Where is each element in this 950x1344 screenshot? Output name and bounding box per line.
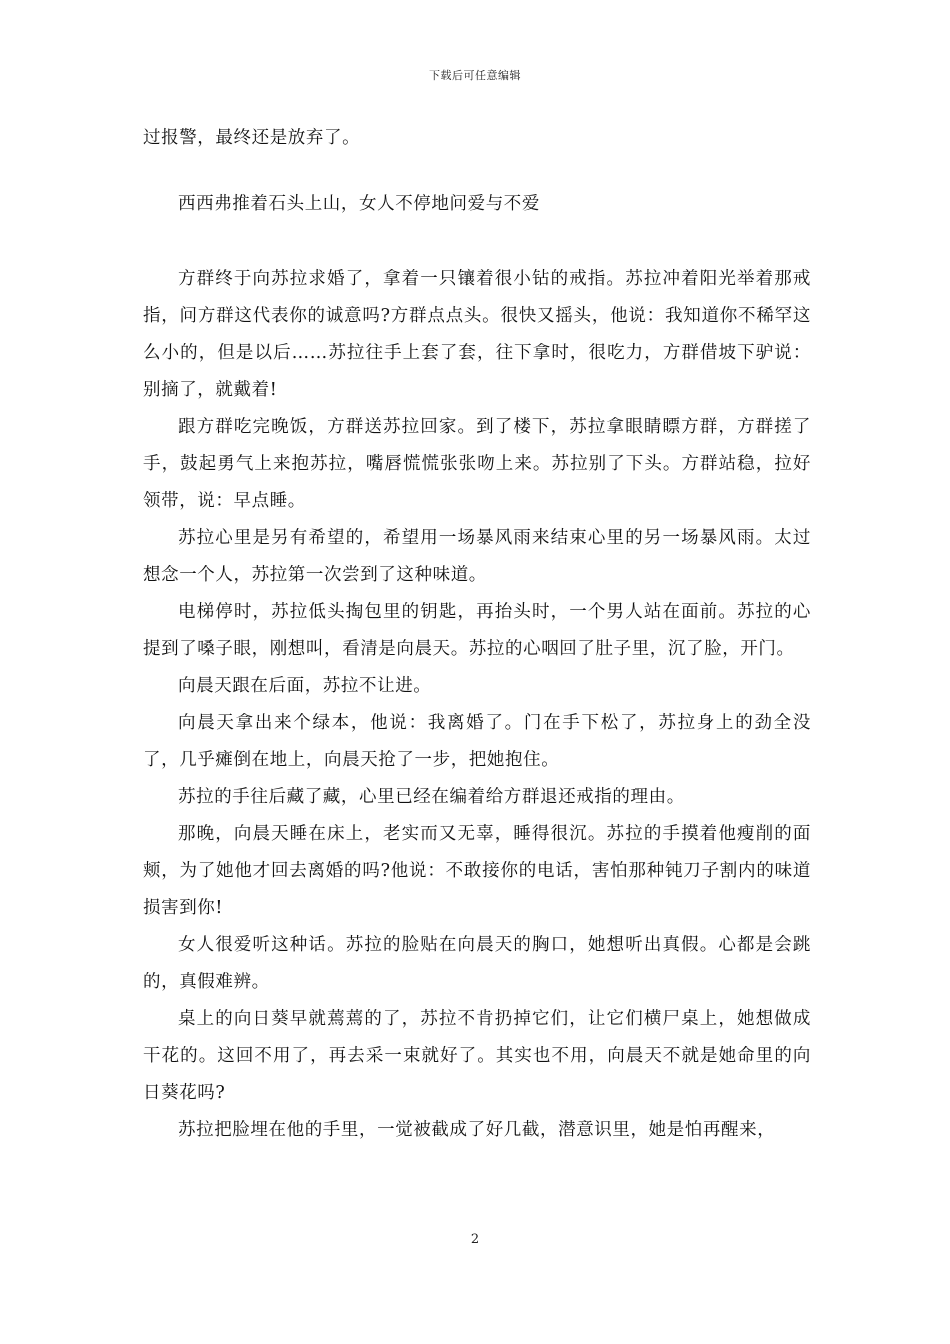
- paragraph-5: 向晨天跟在后面，苏拉不让进。: [178, 676, 432, 696]
- paragraph-11: 苏拉把脸埋在他的手里，一觉被截成了好几截，潜意识里，她是怕再醒来，: [178, 1120, 776, 1140]
- section-subtitle: 西西弗推着石头上山，女人不停地问爱与不爱: [178, 194, 540, 214]
- paragraph-7: 苏拉的手往后藏了藏，心里已经在编着给方群退还戒指的理由。: [178, 787, 685, 807]
- paragraph-6: 向晨天拿出来个绿本，他说：我离婚了。门在手下松了，苏拉身上的劲全没了，几乎瘫倒在地上，向晨天抢了一步，把她抱住。: [143, 713, 811, 770]
- paragraph-2: 跟方群吃完晚饭，方群送苏拉回家。到了楼下，苏拉拿眼睛瞟方群，方群搓了手，鼓起勇气上来抱苏拉，嘴唇慌慌张张吻上来。苏拉别了下头。方群站稳，拉好领带，说：早点睡。: [143, 417, 811, 511]
- paragraph-8: 那晚，向晨天睡在床上，老实而又无辜，睡得很沉。苏拉的手摸着他瘦削的面颊，为了她他才回去离婚的吗?他说：不敢接你的电话，害怕那种钝刀子割内的味道损害到你!: [143, 824, 811, 918]
- paragraph-1: 方群终于向苏拉求婚了，拿着一只镶着很小钻的戒指。苏拉冲着阳光举着那戒指，问方群这代表你的诚意吗?方群点点头。很快又摇头，他说：我知道你不稀罕这么小的，但是以后……苏拉往手上套了套，往下拿时，很吃力，方群借坡下驴说：别摘了，就戴着!: [143, 269, 811, 400]
- continuation-paragraph: 过报警，最终还是放弃了。: [143, 128, 361, 148]
- page-number: 2: [470, 1232, 480, 1247]
- paragraph-3: 苏拉心里是另有希望的，希望用一场暴风雨来结束心里的另一场暴风雨。太过想念一个人，苏拉第一次尝到了这种味道。: [143, 528, 811, 585]
- document-body: [143, 120, 811, 1149]
- page-header-note: 下载后可任意编辑: [429, 69, 521, 82]
- paragraph-4: 电梯停时，苏拉低头掏包里的钥匙，再抬头时，一个男人站在面前。苏拉的心提到了嗓子眼，刚想叫，看清是向晨天。苏拉的心咽回了肚子里，沉了脸，开门。: [143, 602, 811, 659]
- paragraph-10: 桌上的向日葵早就蔫蔫的了，苏拉不肯扔掉它们，让它们横尸桌上，她想做成干花的。这回不用了，再去采一束就好了。其实也不用，向晨天不就是她命里的向日葵花吗?: [143, 1009, 811, 1103]
- paragraph-9: 女人很爱听这种话。苏拉的脸贴在向晨天的胸口，她想听出真假。心都是会跳的，真假难辨。: [143, 935, 811, 992]
